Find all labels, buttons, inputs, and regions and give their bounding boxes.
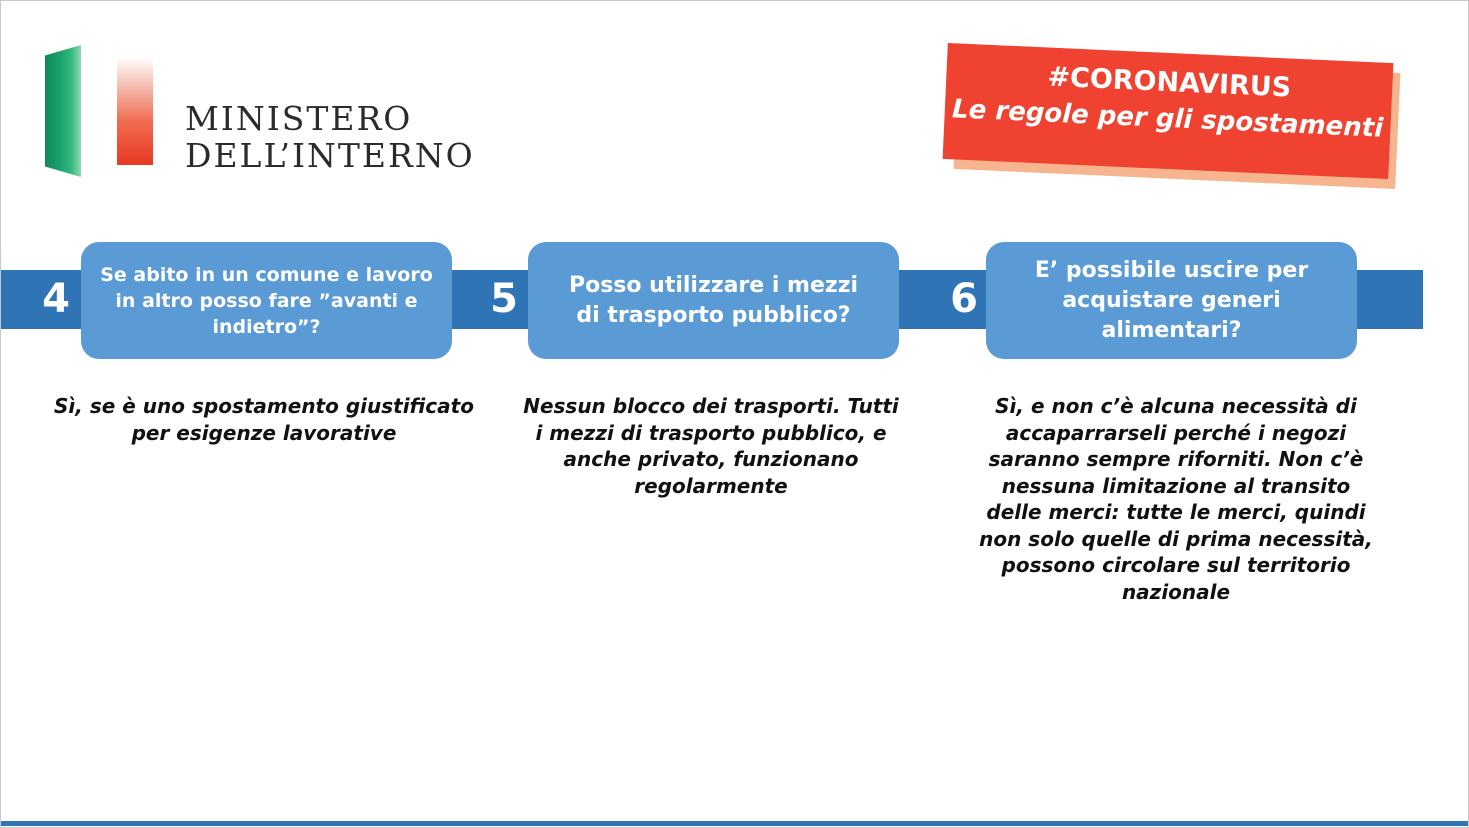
answer-text-6: Sì, e non c’è alcuna necessità di accaparrarseli perché i negozi saranno sempre riforniti. Non c’è nessuna limitazione al transito delle merci: tutte le merci, quindi non solo quelle di prima necessità, possono circolare sul territorio nazionale xyxy=(979,394,1373,604)
question-box-4 xyxy=(81,242,452,359)
answer-text-5: Nessun blocco dei trasporti. Tutti i mezzi di trasporto pubblico, e anche privato, funzionano regolarmente xyxy=(523,394,899,498)
ministry-name xyxy=(185,100,475,174)
banner-subtitle: Le regole per gli spostamenti xyxy=(951,94,1384,144)
banner-hashtag: #CORONAVIRUS xyxy=(1046,61,1292,104)
flag-green-stripe xyxy=(45,45,81,177)
item-number-6: 6 xyxy=(950,276,978,322)
flag-red-stripe xyxy=(117,57,153,165)
question-text-6: E’ possibile uscire per acquistare generi alimentari? xyxy=(1034,257,1309,343)
coronavirus-banner xyxy=(943,43,1394,179)
ministry-name-line2: DELL’INTERNO xyxy=(185,136,475,175)
question-box-6 xyxy=(986,242,1357,359)
footer-line xyxy=(1,821,1468,826)
item-number-4: 4 xyxy=(42,276,70,322)
question-text-4: Se abito in un comune e lavoro in altro posso fare ”avanti e indietro”? xyxy=(100,263,433,338)
question-text-5: Posso utilizzare i mezzi di trasporto pubblico? xyxy=(568,272,859,328)
answer-text-4: Sì, se è uno spostamento giustificato per esigenze lavorative xyxy=(54,394,474,445)
question-box-5 xyxy=(528,242,899,359)
item-number-5: 5 xyxy=(490,276,518,322)
ministry-name-line1: MINISTERO xyxy=(185,99,413,138)
ministry-logo xyxy=(45,45,485,180)
